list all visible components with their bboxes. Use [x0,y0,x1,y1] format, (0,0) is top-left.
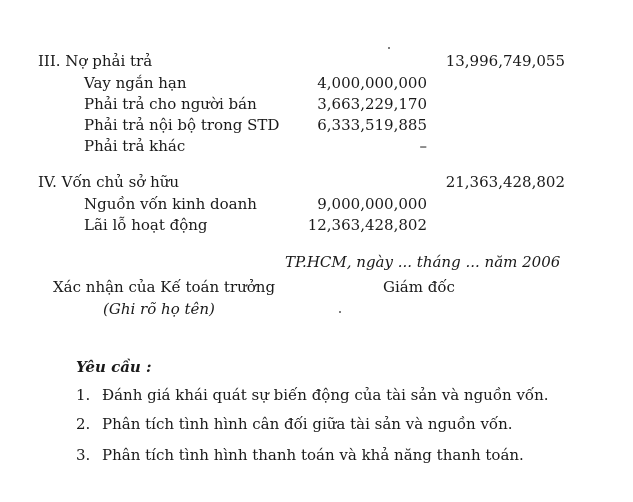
requirement-number: 2. [76,415,91,433]
liabilities-heading: III. Nợ phải trả [38,52,153,70]
requirement-text: Phân tích tình hình thanh toán và khả năng thanh toán. [102,446,524,464]
scan-speck [339,311,341,313]
requirement-text: Phân tích tình hình cân đối giữa tài sản và nguồn vốn. [102,415,513,433]
equity-heading: IV. Vốn chủ sở hữu [38,173,180,191]
liabilities-total: 13,996,749,055 [445,52,565,70]
equity-total: 21,363,428,802 [445,173,565,191]
director-title: Giám đốc [383,278,455,296]
line-item-label: Nguồn vốn kinh doanh [84,195,257,213]
line-item-value: 12,363,428,802 [307,216,427,234]
requirements-heading: Yêu cầu : [76,358,152,376]
line-item-label: Phải trả cho người bán [84,95,257,113]
line-item-value: – [419,137,427,155]
requirement-number: 1. [76,386,91,404]
scan-speck [388,47,390,49]
requirement-number: 3. [76,446,91,464]
line-item-value: 9,000,000,000 [317,195,427,213]
accountant-note: (Ghi rõ họ tên) [103,300,215,318]
line-item-value: 6,333,519,885 [317,116,427,134]
line-item-value: 4,000,000,000 [317,74,427,92]
requirement-text: Đánh giá khái quát sự biến động của tài sản và nguồn vốn. [102,386,549,404]
accountant-title: Xác nhận của Kế toán trưởng [53,278,276,296]
line-item-label: Lãi lỗ hoạt động [84,216,208,234]
line-item-label: Phải trả nội bộ trong STD [84,116,280,134]
place-date: TP.HCM, ngày ... tháng ... năm 2006 [285,253,561,271]
line-item-label: Phải trả khác [84,137,186,155]
line-item-label: Vay ngắn hạn [84,74,187,92]
line-item-value: 3,663,229,170 [317,95,427,113]
